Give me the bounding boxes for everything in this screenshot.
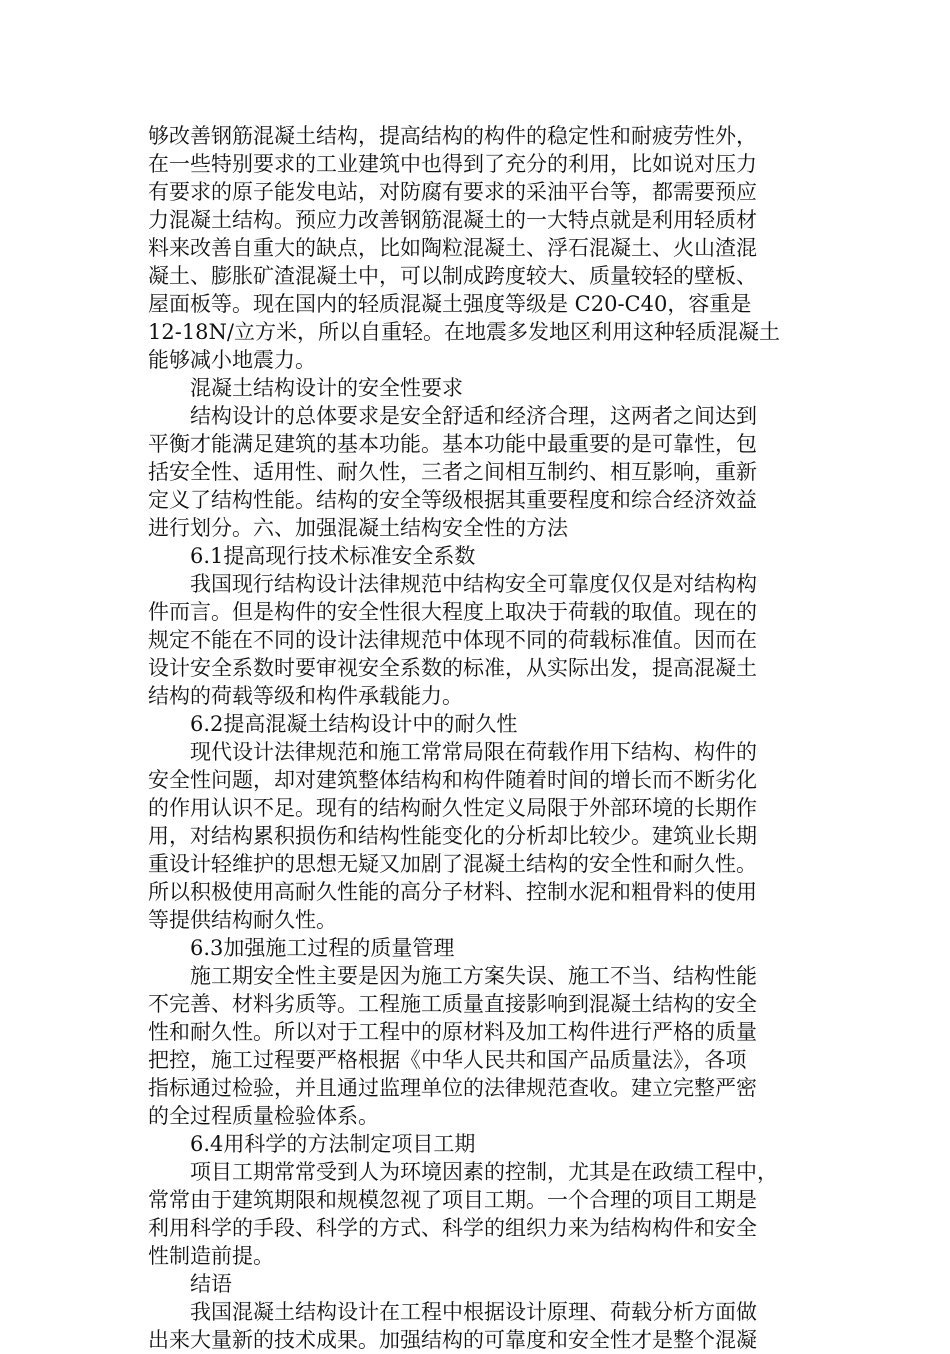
text-line: 够改善钢筋混凝土结构，提高结构的构件的稳定性和耐疲劳性外，: [148, 124, 757, 148]
paragraph-first-line: 项目工期常常受到人为环境因素的控制，尤其是在政绩工程中，: [190, 1160, 778, 1184]
text-line: 安全性问题，却对建筑整体结构和构件随着时间的增长而不断劣化: [148, 768, 757, 792]
section-heading: 6.4用科学的方法制定项目工期: [190, 1132, 476, 1156]
text-line: 平衡才能满足建筑的基本功能。基本功能中最重要的是可靠性，包: [148, 432, 757, 456]
text-line: 等提供结构耐久性。: [148, 908, 337, 932]
text-line: 所以积极使用高耐久性能的高分子材料、控制水泥和粗骨料的使用: [148, 880, 757, 904]
text-line: 重设计轻维护的思想无疑又加剧了混凝土结构的安全性和耐久性。: [148, 852, 757, 876]
section-heading: 6.2提高混凝土结构设计中的耐久性: [190, 712, 518, 736]
section-heading: 6.1提高现行技术标准安全系数: [190, 544, 476, 568]
text-line: 指标通过检验，并且通过监理单位的法律规范查收。建立完整严密: [148, 1076, 757, 1100]
section-heading: 结语: [190, 1272, 232, 1296]
text-line: 屋面板等。现在国内的轻质混凝土强度等级是 C20-C40，容重是: [148, 292, 752, 316]
text-line: 用，对结构累积损伤和结构性能变化的分析却比较少。建筑业长期: [148, 824, 757, 848]
text-line: 规定不能在不同的设计法律规范中体现不同的荷载标准值。因而在: [148, 628, 757, 652]
section-heading: 混凝土结构设计的安全性要求: [190, 376, 463, 400]
text-line: 利用科学的手段、科学的方式、科学的组织力来为结构构件和安全: [148, 1216, 757, 1240]
paragraph-first-line: 现代设计法律规范和施工常常局限在荷载作用下结构、构件的: [190, 740, 757, 764]
text-line: 进行划分。六、加强混凝土结构安全性的方法: [148, 516, 568, 540]
text-line: 性和耐久性。所以对于工程中的原材料及加工构件进行严格的质量: [148, 1020, 757, 1044]
text-line: 件而言。但是构件的安全性很大程度上取决于荷载的取值。现在的: [148, 600, 757, 624]
text-line: 在一些特别要求的工业建筑中也得到了充分的利用，比如说对压力: [148, 152, 757, 176]
text-line: 的全过程质量检验体系。: [148, 1104, 379, 1128]
text-line: 12-18N/立方米，所以自重轻。在地震多发地区利用这种轻质混凝土: [148, 320, 780, 344]
section-heading: 6.3加强施工过程的质量管理: [190, 936, 455, 960]
text-line: 把控，施工过程要严格根据《中华人民共和国产品质量法》，各项: [148, 1048, 747, 1072]
text-line: 结构的荷载等级和构件承载能力。: [148, 684, 463, 708]
text-line: 性制造前提。: [148, 1244, 274, 1268]
text-line: 力混凝土结构。预应力改善钢筋混凝土的一大特点就是利用轻质材: [148, 208, 757, 232]
text-line: 凝土、膨胀矿渣混凝土中，可以制成跨度较大、质量较轻的壁板、: [148, 264, 757, 288]
text-line: 能够减小地震力。: [148, 348, 316, 372]
text-line: 料来改善自重大的缺点，比如陶粒混凝土、浮石混凝土、火山渣混: [148, 236, 757, 260]
text-line: 的作用认识不足。现有的结构耐久性定义局限于外部环境的长期作: [148, 796, 757, 820]
text-line: 有要求的原子能发电站，对防腐有要求的采油平台等，都需要预应: [148, 180, 757, 204]
paragraph-first-line: 施工期安全性主要是因为施工方案失误、施工不当、结构性能: [190, 964, 757, 988]
text-line: 括安全性、适用性、耐久性，三者之间相互制约、相互影响，重新: [148, 460, 757, 484]
paragraph-first-line: 结构设计的总体要求是安全舒适和经济合理，这两者之间达到: [190, 404, 757, 428]
text-line: 不完善、材料劣质等。工程施工质量直接影响到混凝土结构的安全: [148, 992, 757, 1016]
text-line: 出来大量新的技术成果。加强结构的可靠度和安全性才是整个混凝: [148, 1328, 757, 1352]
text-line: 定义了结构性能。结构的安全等级根据其重要程度和综合经济效益: [148, 488, 757, 512]
paragraph-first-line: 我国现行结构设计法律规范中结构安全可靠度仅仅是对结构构: [190, 572, 757, 596]
document-body: [148, 122, 808, 1354]
text-line: 设计安全系数时要审视安全系数的标准，从实际出发，提高混凝土: [148, 656, 757, 680]
text-line: 常常由于建筑期限和规模忽视了项目工期。一个合理的项目工期是: [148, 1188, 757, 1212]
paragraph-first-line: 我国混凝土结构设计在工程中根据设计原理、荷载分析方面做: [190, 1300, 757, 1324]
